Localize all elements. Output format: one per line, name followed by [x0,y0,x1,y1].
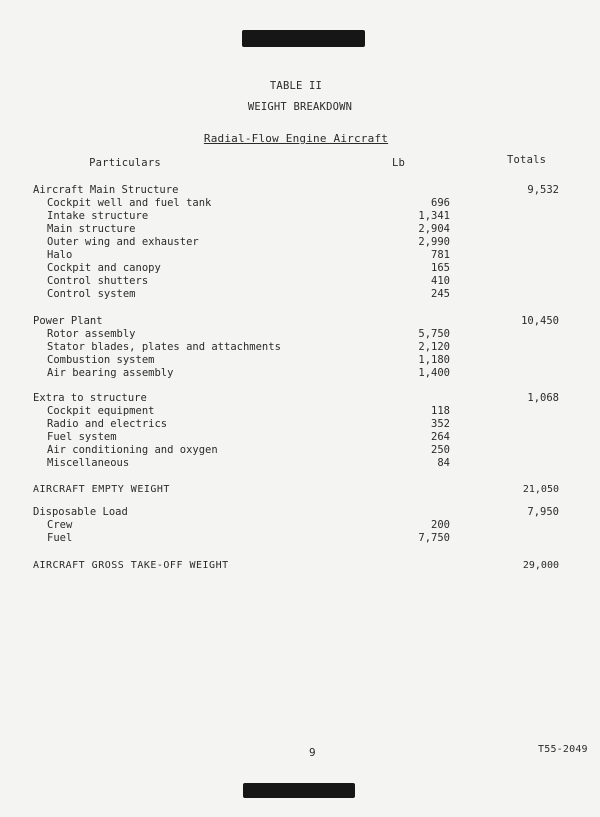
item-lb: 200 [431,519,450,531]
column-header-totals: Totals [507,154,547,166]
item-lb: 1,400 [418,367,450,379]
section-title: Power Plant [33,315,103,327]
section-total: 10,450 [521,315,559,327]
item-lb: 352 [431,418,450,430]
section-extra-to-structure [33,392,563,470]
item-label: Crew [47,519,73,531]
item-label: Stator blades, plates and attachments [47,341,281,353]
item-lb: 118 [431,405,450,417]
table-subtitle: WEIGHT BREAKDOWN [247,101,353,113]
redaction-bar-top [242,30,365,47]
table-row [33,431,563,444]
section-main-structure [33,184,563,301]
table-row [33,354,563,367]
section-total: 9,532 [527,184,559,196]
section-title: Aircraft Main Structure [33,184,179,196]
item-lb: 781 [431,249,450,261]
empty-weight-label: AIRCRAFT EMPTY WEIGHT [33,484,170,495]
item-lb: 245 [431,288,450,300]
item-lb: 696 [431,197,450,209]
table-row [33,210,563,223]
item-label: Intake structure [47,210,149,222]
section-disposable-load [33,506,563,545]
gross-weight-label: AIRCRAFT GROSS TAKE-OFF WEIGHT [33,560,229,571]
item-label: Miscellaneous [47,457,130,469]
item-label: Combustion system [47,354,155,366]
item-lb: 5,750 [418,328,450,340]
item-lb: 7,750 [418,532,450,544]
table-row [33,288,563,301]
column-header-lb: Lb [392,157,406,169]
table-row [33,236,563,249]
item-label: Fuel system [47,431,117,443]
empty-weight-row [33,483,563,496]
item-label: Cockpit and canopy [47,262,161,274]
section-title-row [33,506,563,519]
section-title-row [33,184,563,197]
item-lb: 2,904 [418,223,450,235]
table-row [33,262,563,275]
item-label: Halo [47,249,73,261]
table-row [33,328,563,341]
redaction-bar-bottom [243,783,355,798]
section-title: Disposable Load [33,506,128,518]
empty-weight-total: 21,050 [522,484,559,495]
item-lb: 2,990 [418,236,450,248]
item-label: Air bearing assembly [47,367,174,379]
item-lb: 264 [431,431,450,443]
page-number: 9 [309,746,316,759]
section-title: Extra to structure [33,392,147,404]
item-label: Control system [47,288,136,300]
table-row [33,444,563,457]
section-total: 1,068 [527,392,559,404]
table-row [33,341,563,354]
table-row [33,405,563,418]
section-total: 7,950 [527,506,559,518]
item-lb: 250 [431,444,450,456]
table-row [33,367,563,380]
section-title-row [33,392,563,405]
gross-weight-row [33,559,563,572]
item-label: Rotor assembly [47,328,136,340]
table-row [33,457,563,470]
item-lb: 410 [431,275,450,287]
item-label: Fuel [47,532,73,544]
table-row [33,275,563,288]
item-lb: 165 [431,262,450,274]
column-header-particulars: Particulars [89,157,161,169]
item-lb: 1,341 [418,210,450,222]
table-row [33,519,563,532]
item-label: Main structure [47,223,136,235]
table-heading: Radial-Flow Engine Aircraft [203,132,389,145]
section-title-row [33,315,563,328]
table-row [33,249,563,262]
item-lb: 1,180 [418,354,450,366]
gross-weight-total: 29,000 [522,560,559,571]
item-label: Cockpit equipment [47,405,155,417]
section-power-plant [33,315,563,380]
item-lb: 84 [437,457,450,469]
item-label: Control shutters [47,275,149,287]
item-label: Air conditioning and oxygen [47,444,218,456]
item-label: Cockpit well and fuel tank [47,197,212,209]
table-row [33,197,563,210]
document-code: T55-2049 [538,744,588,755]
item-lb: 2,120 [418,341,450,353]
table-row [33,532,563,545]
table-row [33,418,563,431]
table-row [33,223,563,236]
item-label: Radio and electrics [47,418,168,430]
item-label: Outer wing and exhauster [47,236,199,248]
table-title: TABLE II [269,80,323,92]
